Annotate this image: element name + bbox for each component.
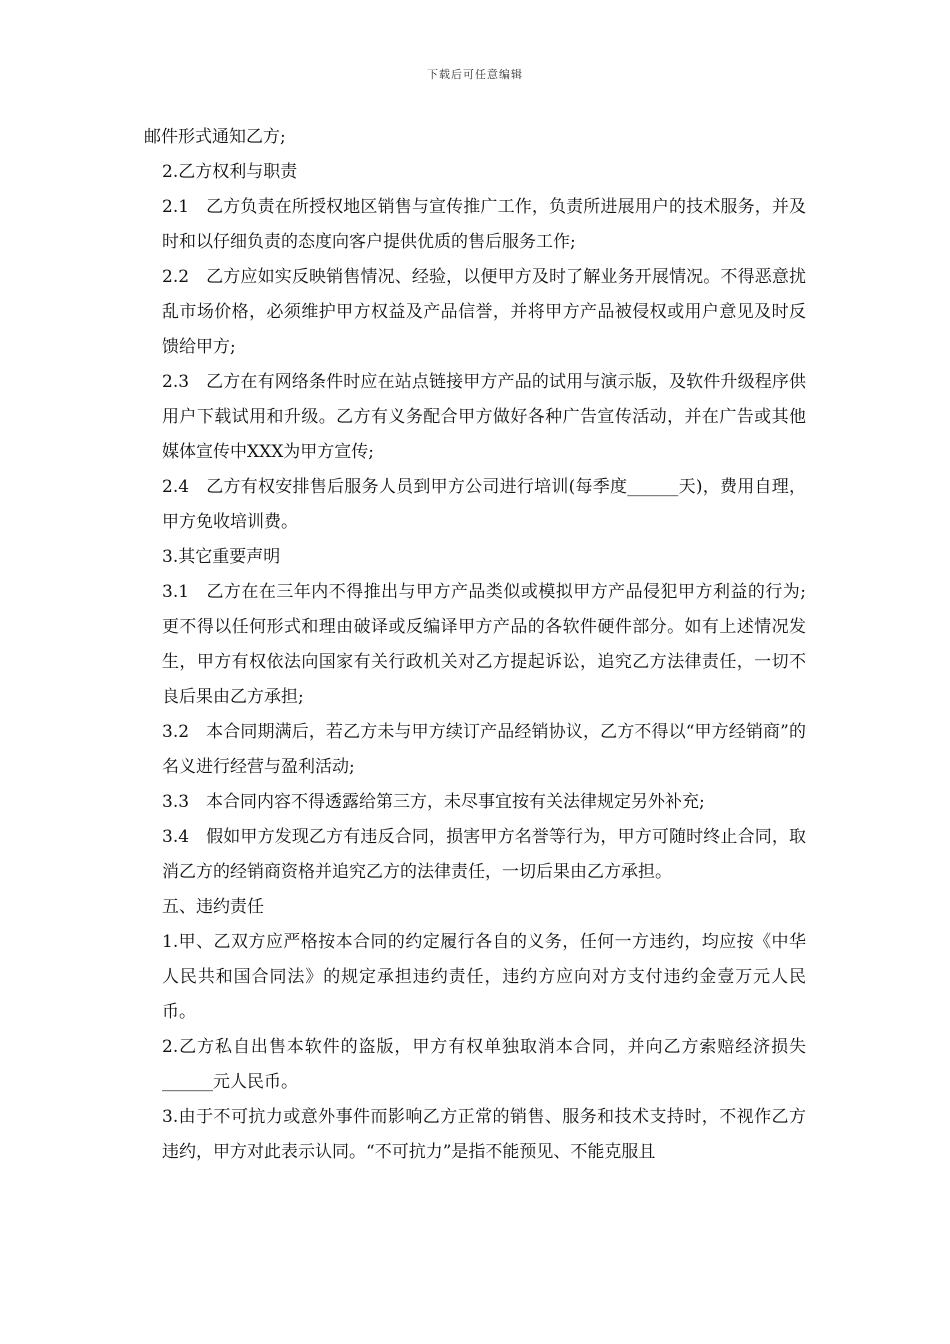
clause-text: 本合同期满后，若乙方未与甲方续订产品经销协议，乙方不得以“甲方经销商”的名义进行经营与盈利活动; (162, 722, 806, 777)
clause-number: 3.4 (162, 827, 190, 847)
clause-number: 2.2 (162, 267, 190, 287)
clause-number: 3.2 (162, 722, 190, 742)
clause-text: 乙方负责在所授权地区销售与宣传推广工作，负责所进展用户的技术服务，并及时和以仔细负责的态度向客户提供优质的售后服务工作; (162, 197, 806, 252)
clause-3-2 (144, 715, 806, 785)
clause-number: 2.3 (162, 372, 190, 392)
clause-text: 乙方有权安排售后服务人员到甲方公司进行培训(每季度______天)，费用自理，甲方免收培训费。 (162, 477, 806, 532)
breach-clause-3: 3.由于不可抗力或意外事件而影响乙方正常的销售、服务和技术支持时，不视作乙方违约，甲方对此表示认同。“不可抗力”是指不能预见、不能克服且 (162, 1107, 806, 1162)
breach-clause-2: 2.乙方私自出售本软件的盗版，甲方有权单独取消本合同，并向乙方索赔经济损失______元人民币。 (162, 1037, 806, 1092)
section-heading-other-statements: 3.其它重要声明 (162, 547, 281, 567)
clause-text: 乙方应如实反映销售情况、经验，以便甲方及时了解业务开展情况。不得恶意扰乱市场价格，必须维护甲方权益及产品信誉，并将甲方产品被侵权或用户意见及时反馈给甲方; (162, 267, 806, 357)
clause-text: 乙方在在三年内不得推出与甲方产品类似或模拟甲方产品侵犯甲方利益的行为;更不得以任何形式和理由破译或反编译甲方产品的各软件硬件部分。如有上述情况发生，甲方有权依法向国家有关行政机关对乙方提起诉讼，追究乙方法律责任，一切不良后果由乙方承担; (162, 582, 806, 707)
clause-2-2 (144, 260, 806, 365)
clause-text: 本合同内容不得透露给第三方，未尽事宜按有关法律规定另外补充; (206, 792, 705, 812)
clause-number: 3.3 (162, 792, 190, 812)
clause-number: 2.1 (162, 197, 190, 217)
breach-clause-1: 1.甲、乙双方应严格按本合同的约定履行各自的义务，任何一方违约，均应按《中华人民共和国合同法》的规定承担违约责任，违约方应向对方支付违约金壹万元人民币。 (162, 932, 806, 1022)
section-heading-breach-liability: 五、违约责任 (162, 897, 264, 917)
document-body (144, 120, 806, 1170)
clause-3-3 (144, 785, 806, 820)
paragraph-continuation: 邮件形式通知乙方; (144, 127, 286, 147)
clause-3-4 (144, 820, 806, 890)
clause-text: 乙方在有网络条件时应在站点链接甲方产品的试用与演示版，及软件升级程序供用户下载试用和升级。乙方有义务配合甲方做好各种广告宣传活动，并在广告或其他媒体宣传中XXX为甲方宣传; (162, 372, 806, 462)
clause-number: 2.4 (162, 477, 190, 497)
clause-2-4 (144, 470, 806, 540)
page-header: 下载后可任意编辑 (427, 68, 523, 81)
clause-3-1 (144, 575, 806, 715)
clause-2-3 (144, 365, 806, 470)
clause-number: 3.1 (162, 582, 190, 602)
section-heading-party-b-rights: 2.乙方权利与职责 (162, 162, 298, 182)
clause-2-1 (144, 190, 806, 260)
clause-text: 假如甲方发现乙方有违反合同，损害甲方名誉等行为，甲方可随时终止合同，取消乙方的经销商资格并追究乙方的法律责任，一切后果由乙方承担。 (162, 827, 806, 882)
